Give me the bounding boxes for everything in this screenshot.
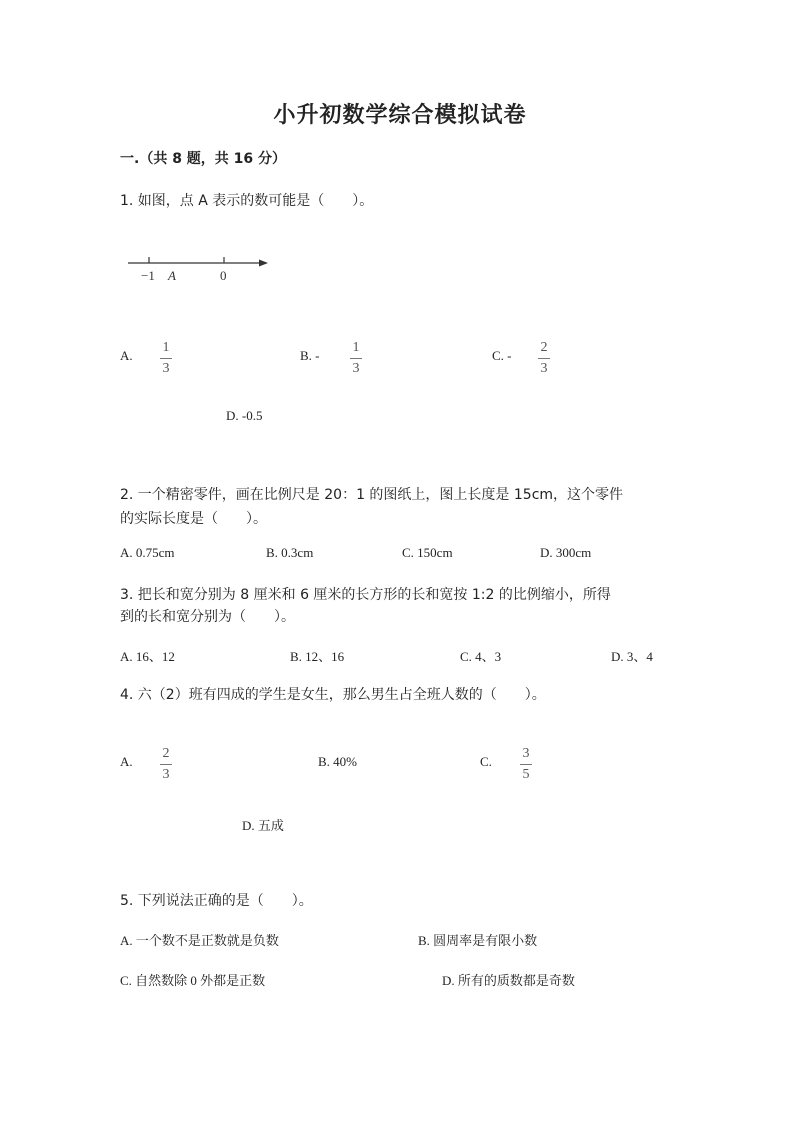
question-1-text: 1. 如图，点 A 表示的数可能是（ ）。 [120,193,374,209]
q1-option-c-label: C. - [492,348,512,363]
number-line-arrow [259,260,268,267]
q5-option-d: D. 所有的质数都是奇数 [442,973,575,988]
section-heading: 一.（共 8 题，共 16 分） [120,151,287,167]
q3-option-a: A. 16、12 [120,649,175,664]
label-point-a: A [168,268,176,283]
q2-option-c: C. 150cm [402,545,453,560]
question-3-line-1: 3. 把长和宽分别为 8 厘米和 6 厘米的长方形的长和宽按 1:2 的比例缩小，所得 [120,587,611,603]
q2-option-b: B. 0.3cm [266,545,314,560]
q3-option-d: D. 3、4 [611,649,653,664]
denominator: 3 [352,361,360,376]
question-3-line-2: 到的长和宽分别为（ ）。 [120,609,295,625]
numerator: 3 [522,746,530,761]
q1-option-b-label: B. - [300,348,320,363]
q4-option-c-label: C. [480,754,492,769]
q3-option-b: B. 12、16 [290,649,345,664]
question-4-text: 4. 六（2）班有四成的学生是女生，那么男生占全班人数的（ ）。 [120,687,546,703]
q3-option-c: C. 4、3 [460,649,502,664]
q5-option-c: C. 自然数除 0 外都是正数 [120,973,266,988]
numerator: 2 [540,340,548,355]
q4-option-b: B. 40% [318,754,357,769]
denominator: 3 [540,361,548,376]
q2-option-d: D. 300cm [540,545,592,560]
numerator: 2 [162,746,170,761]
numerator: 1 [162,340,170,355]
q5-option-b: B. 圆周率是有限小数 [418,933,538,948]
q1-option-a-fraction [160,340,172,377]
label-minus-one: −1 [141,268,155,283]
question-2-line-2: 的实际长度是（ ）。 [120,511,267,527]
q1-option-d: D. -0.5 [226,408,263,423]
label-zero: 0 [220,268,227,283]
q4-option-a-fraction [160,746,172,783]
question-2-line-1: 2. 一个精密零件，画在比例尺是 20：1 的图纸上，图上长度是 15cm，这个零件 [120,487,624,503]
q1-option-a-label: A. [120,348,133,363]
numerator: 1 [352,340,360,355]
page-title: 小升初数学综合模拟试卷 [273,103,527,128]
denominator: 3 [162,361,170,376]
q4-option-d: D. 五成 [242,818,284,833]
q4-option-a-label: A. [120,754,133,769]
q2-option-a: A. 0.75cm [120,545,175,560]
question-5-text: 5. 下列说法正确的是（ ）。 [120,893,313,909]
q4-option-c-fraction [520,746,532,783]
number-line-figure [124,247,274,287]
q1-option-c-fraction [538,340,550,377]
denominator: 5 [522,767,530,782]
q1-option-b-fraction [350,340,362,377]
q5-option-a: A. 一个数不是正数就是负数 [120,933,279,948]
denominator: 3 [162,767,170,782]
